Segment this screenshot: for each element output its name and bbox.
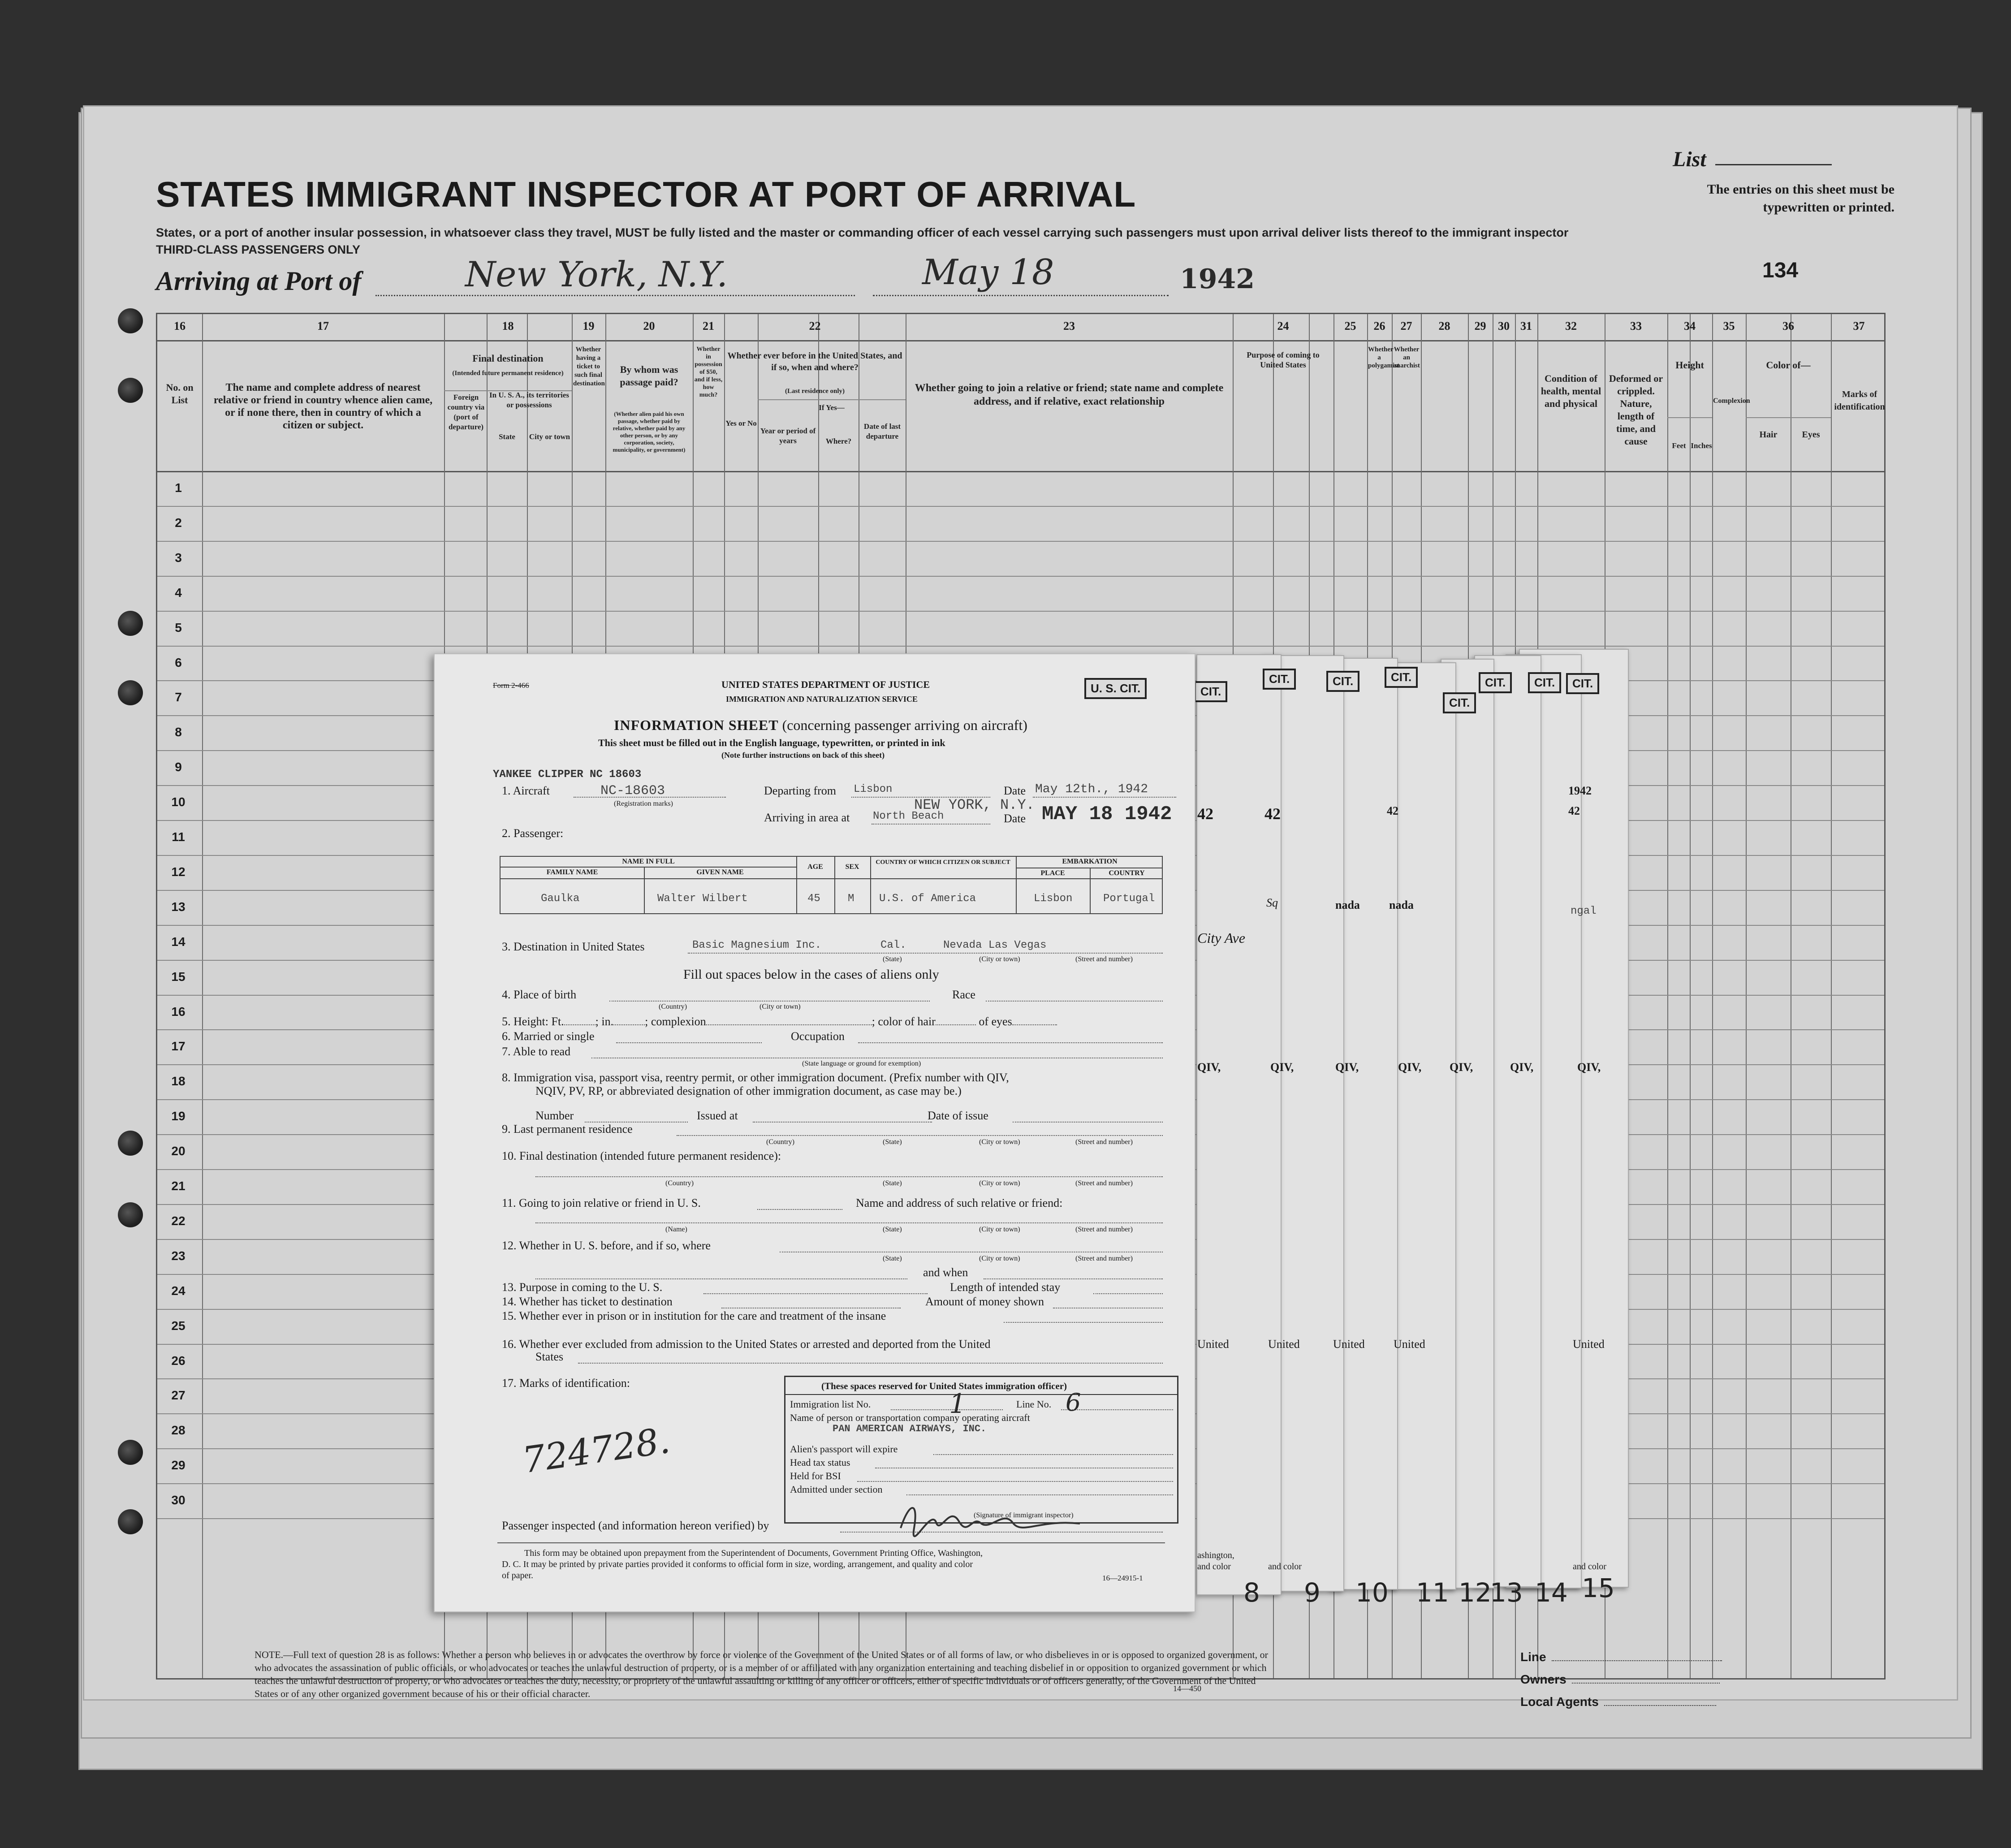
col-head-35: Complexion bbox=[1713, 397, 1750, 405]
length-stay-label: Length of intended stay bbox=[950, 1281, 1061, 1294]
port-line bbox=[375, 295, 855, 296]
card-year-fragment: 1942 bbox=[1568, 784, 1592, 797]
row-number: 8 bbox=[175, 725, 182, 739]
city-hint: (City or town) bbox=[979, 1255, 1020, 1262]
list-line bbox=[1715, 164, 1832, 165]
card-qiv-fragment: QIV, bbox=[1450, 1061, 1473, 1074]
q16-label-cont: States bbox=[535, 1350, 564, 1363]
port-handwritten: New York, N.Y. bbox=[465, 255, 728, 295]
if-yes-head: If Yes— bbox=[819, 403, 845, 412]
aliens-only-note: Fill out spaces below in the cases of aliens only bbox=[683, 967, 939, 982]
card-number-14: 14 bbox=[1535, 1577, 1568, 1608]
row-number: 24 bbox=[171, 1283, 186, 1298]
departing-value: Lisbon bbox=[854, 783, 893, 795]
country-hint: (Country) bbox=[659, 1003, 687, 1010]
signature-hint: (Signature of immigrant inspector) bbox=[974, 1511, 1074, 1519]
col-num-22: 22 bbox=[809, 320, 821, 332]
card-qiv-fragment: QIV, bbox=[1577, 1061, 1601, 1074]
arriving-label: Arriving in area at bbox=[764, 811, 850, 824]
q15-label: 15. Whether ever in prison or in institution for the care and treatment of the insane bbox=[502, 1309, 886, 1322]
col-head-22: Whether ever before in the United States, and if so, when and where? bbox=[727, 351, 902, 372]
embarkation-country: Portugal bbox=[1103, 893, 1155, 905]
footnote-question-28: NOTE.—Full text of question 28 is as follows: Whether a person who believes in or advocates the overthrow by force or violence of the Government of the United States or of all forms of law, or who disbelieves in or is opposed to organized government, or who advocates the assassination of public officials, or who advocates or teaches the unlawful destruction of property, or is a member of or affiliated with any organization entertaining and teaching disbelief in or opposition to organized government or which teaches the unlawful destruction of property, or who advocates or teaches the duty, necessity, or propriety of the unlawful assaulting or killing of any officer or officers, either of specific individuals or of officers generally, of the Government of the United States or of any other organized government because of his or their official character. bbox=[255, 1649, 1268, 1699]
col-num-27: 27 bbox=[1400, 320, 1412, 332]
state-head: State bbox=[499, 432, 515, 441]
country-hint: (Country) bbox=[665, 1179, 694, 1187]
arrival-date: MAY 18 1942 bbox=[1042, 803, 1172, 825]
col-num-19: 19 bbox=[583, 320, 595, 332]
issued-at-label: Issued at bbox=[697, 1109, 738, 1122]
col-num-23: 23 bbox=[1063, 320, 1075, 332]
th-country: COUNTRY bbox=[1109, 869, 1145, 877]
info-sheet-title: INFORMATION SHEET (concerning passenger arriving on aircraft) bbox=[614, 717, 1027, 733]
punch-hole bbox=[118, 378, 143, 403]
row-number: 15 bbox=[171, 969, 186, 984]
departing-date: May 12th., 1942 bbox=[1035, 782, 1148, 796]
col-head-21: Whether in possession of $50, and if less, how much? bbox=[694, 346, 723, 398]
q7-hint: (State language or ground for exemption) bbox=[802, 1060, 921, 1067]
row-number: 11 bbox=[172, 830, 185, 844]
stacked-card-8 bbox=[1196, 654, 1282, 1595]
col-head-18: Final destination bbox=[472, 353, 544, 364]
col-head-16: No. on List bbox=[166, 382, 194, 406]
feet-head: Feet bbox=[1672, 441, 1686, 450]
aircraft-value: NC-18603 bbox=[600, 783, 665, 799]
row-number: 4 bbox=[175, 585, 182, 600]
date-handwritten: May 18 bbox=[922, 252, 1054, 293]
embarkation-place: Lisbon bbox=[1034, 893, 1073, 905]
cit-stamp: CIT. bbox=[1528, 672, 1561, 693]
q3-label: 3. Destination in United States bbox=[502, 940, 645, 953]
passenger-age: 45 bbox=[807, 893, 820, 905]
card-date-fragment: 42 bbox=[1264, 805, 1281, 823]
passenger-given-name: Walter Wilbert bbox=[657, 893, 748, 905]
money-label: Amount of money shown bbox=[925, 1295, 1044, 1308]
street-hint: (Street and number) bbox=[1075, 1179, 1133, 1187]
card-date-fragment: 42 bbox=[1568, 804, 1580, 817]
q3-destination: Basic Magnesium Inc. bbox=[692, 939, 822, 951]
class-line: THIRD-CLASS PASSENGERS ONLY bbox=[156, 243, 361, 256]
line-no-value: 6 bbox=[1066, 1388, 1081, 1416]
col-num-17: 17 bbox=[317, 320, 329, 332]
and-when-label: and when bbox=[923, 1266, 968, 1279]
card-qiv-fragment: QIV, bbox=[1197, 1061, 1221, 1074]
row-number: 13 bbox=[171, 899, 186, 914]
card-date-fragment: 42 bbox=[1387, 804, 1398, 817]
passenger-citizenship: U.S. of America bbox=[879, 893, 976, 905]
card-qiv-fragment: QIV, bbox=[1510, 1061, 1534, 1074]
th-embarkation: EMBARKATION bbox=[1062, 858, 1118, 865]
col-head-32: Condition of health, mental and physical bbox=[1541, 373, 1601, 409]
inches-head: Inches bbox=[1691, 441, 1712, 450]
card-footer-fragment: ashington, bbox=[1197, 1550, 1234, 1560]
card-number-11: 11 bbox=[1416, 1577, 1449, 1608]
city-head: City or town bbox=[529, 432, 570, 441]
th-name-in-full: NAME IN FULL bbox=[622, 858, 675, 865]
passenger-label: 2. Passenger: bbox=[502, 827, 564, 840]
stacked-card-11 bbox=[1389, 662, 1456, 1590]
date-label: Date bbox=[1004, 784, 1026, 797]
col-num-18: 18 bbox=[502, 320, 514, 332]
held-bsi-label: Held for BSI bbox=[790, 1470, 841, 1481]
passage-note: (Whether alien paid his own passage, whether paid by relative, whether paid by any other person, or by any corporation, society, municipality, or government) bbox=[613, 410, 686, 453]
col-num-31: 31 bbox=[1520, 320, 1532, 332]
state-hint: (State) bbox=[883, 1138, 902, 1146]
card-nada-fragment: nada bbox=[1389, 898, 1414, 911]
arriving-value: North Beach bbox=[873, 810, 944, 822]
form-code: 14—450 bbox=[1173, 1684, 1201, 1693]
row-number: 16 bbox=[171, 1004, 186, 1019]
th-family-name: FAMILY NAME bbox=[546, 868, 598, 876]
line-no-label: Line No. bbox=[1016, 1399, 1052, 1410]
immigration-list-label: Immigration list No. bbox=[790, 1399, 871, 1410]
city-hint: (City or town) bbox=[979, 1179, 1020, 1187]
q16-label: 16. Whether ever excluded from admission to the United States or arrested and deported from the United bbox=[502, 1338, 991, 1351]
row-number: 10 bbox=[171, 795, 186, 809]
card-number-8: 8 bbox=[1243, 1577, 1260, 1608]
date-departure-head: Date of last departure bbox=[863, 422, 901, 440]
card-qiv-fragment: QIV, bbox=[1335, 1061, 1359, 1074]
row-number: 21 bbox=[171, 1179, 186, 1193]
col-num-32: 32 bbox=[1565, 320, 1577, 332]
q14-label: 14. Whether has ticket to destination bbox=[502, 1295, 673, 1308]
operator-value: PAN AMERICAN AIRWAYS, INC. bbox=[833, 1423, 987, 1434]
number-label: Number bbox=[535, 1109, 574, 1122]
inspected-by-label: Passenger inspected (and information hereon verified) by bbox=[502, 1519, 769, 1532]
col-num-29: 29 bbox=[1474, 320, 1486, 332]
street-hint: (Street and number) bbox=[1075, 1226, 1133, 1233]
year-printed: 1942 bbox=[1180, 263, 1255, 295]
q8-label: 8. Immigration visa, passport visa, reentry permit, or other immigration document. (Prefix number with QIV, bbox=[502, 1071, 1009, 1084]
card-footer-fragment: and color bbox=[1268, 1562, 1302, 1572]
card-united-fragment: United bbox=[1394, 1338, 1425, 1351]
row-number: 20 bbox=[171, 1144, 186, 1158]
signature-scribble-icon bbox=[896, 1497, 1084, 1537]
hair-head: Hair bbox=[1759, 430, 1778, 440]
passenger-sex: M bbox=[848, 893, 854, 905]
col-num-37: 37 bbox=[1853, 320, 1865, 332]
q11-label: 11. Going to join relative or friend in U. S. bbox=[502, 1196, 701, 1209]
country-hint: (Country) bbox=[766, 1138, 795, 1146]
row-number: 28 bbox=[171, 1423, 186, 1438]
inspector-signature bbox=[896, 1497, 1084, 1537]
card-united-fragment: United bbox=[1333, 1338, 1365, 1351]
information-sheet bbox=[434, 653, 1195, 1612]
punch-hole bbox=[118, 680, 143, 705]
foreign-country-head: Foreign country via (port of departure) bbox=[447, 393, 485, 431]
row-number: 26 bbox=[171, 1353, 186, 1368]
row-number: 2 bbox=[175, 515, 182, 530]
form-footer-2: D. C. It may be printed by private parties provided it conforms to official form in size, wording, arrangement, and quality and color bbox=[502, 1559, 973, 1569]
row-number: 30 bbox=[171, 1493, 186, 1507]
footer-labels bbox=[1520, 1646, 1722, 1713]
punch-hole bbox=[118, 1509, 143, 1534]
date-of-issue-label: Date of issue bbox=[928, 1109, 988, 1122]
race-label: Race bbox=[952, 988, 975, 1001]
punch-hole bbox=[118, 611, 143, 636]
street-hint: (Street and number) bbox=[1075, 1255, 1133, 1262]
card-sq-fragment: Sq bbox=[1266, 896, 1278, 909]
state-hint: (State) bbox=[883, 1179, 902, 1187]
row-number: 23 bbox=[171, 1248, 186, 1263]
col-num-33: 33 bbox=[1630, 320, 1642, 332]
row-number: 14 bbox=[171, 934, 186, 949]
row-number: 19 bbox=[171, 1109, 186, 1123]
state-hint: (State) bbox=[883, 1226, 902, 1233]
q6-label: 6. Married or single bbox=[502, 1030, 595, 1043]
card-country-fragment: ngal bbox=[1571, 905, 1597, 917]
cit-stamp: CIT. bbox=[1326, 671, 1359, 692]
q3-state: Cal. bbox=[880, 939, 906, 951]
passenger-family-name: Gaulka bbox=[541, 893, 580, 905]
row-number: 3 bbox=[175, 550, 182, 565]
th-citizen: COUNTRY OF WHICH CITIZEN OR SUBJECT bbox=[876, 859, 1010, 866]
col-head-19: Whether having a ticket to such final destination bbox=[573, 346, 605, 387]
year-period-head: Year or period of years bbox=[760, 427, 816, 445]
instructions-note: (Note further instructions on back of this sheet) bbox=[721, 751, 885, 760]
card-address-fragment: City Ave bbox=[1197, 930, 1245, 946]
final-dest-note: (Intended future permanent residence) bbox=[452, 370, 564, 377]
card-qiv-fragment: QIV, bbox=[1270, 1061, 1294, 1074]
col-num-20: 20 bbox=[643, 320, 655, 332]
passenger-table bbox=[500, 856, 1163, 914]
punch-hole bbox=[118, 1202, 143, 1227]
cit-stamp: CIT. bbox=[1263, 669, 1296, 690]
card-footer-fragment: and color bbox=[1197, 1562, 1231, 1572]
cit-stamp: CIT. bbox=[1443, 692, 1476, 713]
q9-label: 9. Last permanent residence bbox=[502, 1123, 633, 1136]
sheet-number: 134 bbox=[1762, 259, 1799, 282]
page-subtitle: States, or a port of another insular possession, in whatsoever class they travel, MUST be fully listed and the master or commanding officer of each vessel carrying such passengers must upon arrival deliver lists thereof to the immigrant inspector THIRD-CLASS PASSENGERS ONLY bbox=[156, 226, 1569, 256]
col-num-28: 28 bbox=[1438, 320, 1450, 332]
reserved-title: (These spaces reserved for United States immigration officer) bbox=[821, 1381, 1067, 1391]
entries-note: The entries on this sheet must be typewritten or printed. bbox=[1707, 182, 1894, 215]
col-head-17: The name and complete address of nearest relative or friend in country whence alien came, or if none there, then in country of which a citizen or subject. bbox=[213, 382, 433, 431]
card-number-9: 9 bbox=[1304, 1577, 1321, 1608]
instructions: This sheet must be filled out in the English language, typewritten, or printed in ink bbox=[598, 737, 945, 748]
row-number: 5 bbox=[175, 620, 182, 635]
card-qiv-fragment: QIV, bbox=[1398, 1061, 1422, 1074]
q11-label-cont: Name and address of such relative or friend: bbox=[856, 1196, 1063, 1209]
row-number: 1 bbox=[175, 481, 182, 495]
q8-label-cont: NQIV, PV, RP, or abbreviated designation of other immigration document, as case may be.) bbox=[535, 1084, 962, 1097]
card-united-fragment: United bbox=[1197, 1338, 1229, 1351]
col-num-16: 16 bbox=[174, 320, 186, 332]
q7-label: 7. Able to read bbox=[502, 1045, 571, 1058]
city-hint: (City or town) bbox=[979, 1138, 1020, 1146]
immigration-list-value: 1 bbox=[949, 1388, 967, 1420]
form-footer-1: This form may be obtained upon prepayment from the Superintendent of Documents, Government Printing Office, Washington, bbox=[524, 1548, 983, 1558]
city-hint: (City or town) bbox=[760, 1003, 801, 1010]
line-label: Line bbox=[1520, 1650, 1546, 1664]
punch-hole bbox=[118, 1131, 143, 1156]
form-code-front: 16—24915-1 bbox=[1102, 1574, 1143, 1582]
col-head-34: Height bbox=[1675, 359, 1704, 371]
row-number: 22 bbox=[171, 1213, 186, 1228]
registration-hint: (Registration marks) bbox=[614, 800, 673, 807]
q17-label: 17. Marks of identification: bbox=[502, 1377, 630, 1390]
th-sex: SEX bbox=[845, 863, 859, 871]
q10-label: 10. Final destination (intended future permanent residence): bbox=[502, 1149, 781, 1162]
col-num-36: 36 bbox=[1782, 320, 1794, 332]
cit-stamp-front: U. S. CIT. bbox=[1084, 678, 1147, 699]
street-hint: (Street and number) bbox=[1075, 955, 1133, 963]
cit-stamp: CIT. bbox=[1566, 673, 1599, 694]
col-head-26: Whether a polygamist bbox=[1368, 346, 1400, 369]
aircraft-label: 1. Aircraft bbox=[502, 784, 550, 797]
q4-label: 4. Place of birth bbox=[502, 988, 577, 1001]
row-number: 25 bbox=[171, 1318, 186, 1333]
q3-city: Nevada Las Vegas bbox=[943, 939, 1047, 951]
in-usa-head: In U. S. A., its territories or possessions bbox=[489, 391, 569, 409]
col-num-26: 26 bbox=[1373, 320, 1385, 332]
departing-label: Departing from bbox=[764, 784, 837, 797]
admitted-under-label: Admitted under section bbox=[790, 1484, 883, 1495]
city-hint: (City or town) bbox=[979, 1226, 1020, 1233]
city-hint: (City or town) bbox=[979, 955, 1020, 963]
street-hint: (Street and number) bbox=[1075, 1138, 1133, 1146]
form-number: Form 2-466 bbox=[493, 681, 529, 690]
col-num-35: 35 bbox=[1723, 320, 1735, 332]
q13-label: 13. Purpose in coming to the U. S. bbox=[502, 1281, 663, 1294]
cit-stamp: CIT. bbox=[1385, 667, 1418, 688]
arriving-label: Arriving at Port of bbox=[156, 266, 362, 296]
row-number: 7 bbox=[175, 690, 182, 704]
card-nada-fragment: nada bbox=[1335, 898, 1360, 911]
row-number: 27 bbox=[171, 1388, 186, 1403]
last-residence-note: (Last residence only) bbox=[785, 388, 845, 395]
card-date-fragment: 42 bbox=[1197, 805, 1213, 823]
form-footer-3: of paper. bbox=[502, 1571, 533, 1580]
card-united-fragment: United bbox=[1268, 1338, 1300, 1351]
q12-label: 12. Whether in U. S. before, and if so, where bbox=[502, 1239, 711, 1252]
punch-hole bbox=[118, 308, 143, 333]
card-number-15: 15 bbox=[1582, 1573, 1615, 1603]
th-place: PLACE bbox=[1040, 869, 1065, 877]
name-hint: (Name) bbox=[665, 1226, 687, 1233]
col-head-27: Whether an anarchist bbox=[1393, 346, 1420, 369]
th-age: AGE bbox=[807, 863, 823, 871]
page-title: STATES IMMIGRANT INSPECTOR AT PORT OF ARRIVAL bbox=[156, 174, 1136, 214]
service-name: IMMIGRATION AND NATURALIZATION SERVICE bbox=[726, 695, 918, 704]
head-tax-label: Head tax status bbox=[790, 1457, 850, 1468]
marks-handwritten: 724728. bbox=[520, 1419, 673, 1481]
arrival-stamp-city: NEW YORK, N.Y. bbox=[914, 797, 1035, 813]
arrival-date-label: Date bbox=[1004, 812, 1026, 825]
col-head-24: Purpose of coming to United States bbox=[1247, 350, 1320, 369]
card-number-12: 12 bbox=[1459, 1577, 1492, 1608]
col-num-34: 34 bbox=[1684, 320, 1696, 332]
row-number: 18 bbox=[171, 1074, 186, 1088]
card-number-13: 13 bbox=[1490, 1577, 1523, 1608]
col-head-23: Whether going to join a relative or friend; state name and complete address, and if relative, exact relationship bbox=[915, 382, 1224, 407]
state-hint: (State) bbox=[883, 1255, 902, 1262]
department-name: UNITED STATES DEPARTMENT OF JUSTICE bbox=[721, 679, 930, 690]
operator-label: Name of person or transportation company operating aircraft bbox=[790, 1412, 1030, 1423]
row-number: 17 bbox=[171, 1039, 186, 1054]
date-line bbox=[873, 295, 1169, 296]
col-head-33: Deformed or crippled. Nature, length of time, and cause bbox=[1609, 373, 1663, 447]
col-head-37: Marks of identification bbox=[1834, 389, 1885, 412]
row-number: 6 bbox=[175, 655, 182, 669]
cit-stamp: CIT. bbox=[1194, 681, 1227, 702]
th-given-name: GIVEN NAME bbox=[696, 868, 744, 876]
card-united-fragment: United bbox=[1573, 1338, 1605, 1351]
cit-stamp: CIT. bbox=[1479, 672, 1512, 693]
row-number: 12 bbox=[171, 864, 186, 879]
col-head-36: Color of— bbox=[1766, 359, 1811, 371]
passport-expire-label: Alien's passport will expire bbox=[790, 1443, 898, 1455]
state-hint: (State) bbox=[883, 955, 902, 963]
owners-label: Owners bbox=[1520, 1672, 1567, 1686]
row-number: 9 bbox=[175, 760, 182, 774]
card-number-10: 10 bbox=[1355, 1577, 1389, 1608]
col-num-21: 21 bbox=[703, 320, 714, 332]
row-number: 29 bbox=[171, 1458, 186, 1472]
yes-no-head: Yes or No bbox=[725, 419, 757, 427]
q5-label: 5. Height: Ft. ; in. ; complexion ; color of hair of eyes bbox=[502, 1015, 1057, 1028]
col-num-24: 24 bbox=[1277, 320, 1289, 332]
clipper-name: YANKEE CLIPPER NC 18603 bbox=[493, 769, 642, 781]
occupation-label: Occupation bbox=[791, 1030, 845, 1043]
list-label: List bbox=[1673, 147, 1706, 171]
where-head: Where? bbox=[825, 437, 852, 445]
col-head-20: By whom was passage paid? bbox=[620, 364, 678, 388]
col-num-25: 25 bbox=[1344, 320, 1356, 332]
eyes-head: Eyes bbox=[1802, 430, 1820, 440]
col-num-30: 30 bbox=[1498, 320, 1510, 332]
agents-label: Local Agents bbox=[1520, 1695, 1599, 1709]
card-footer-fragment: and color bbox=[1573, 1562, 1606, 1572]
punch-hole bbox=[118, 1440, 143, 1465]
